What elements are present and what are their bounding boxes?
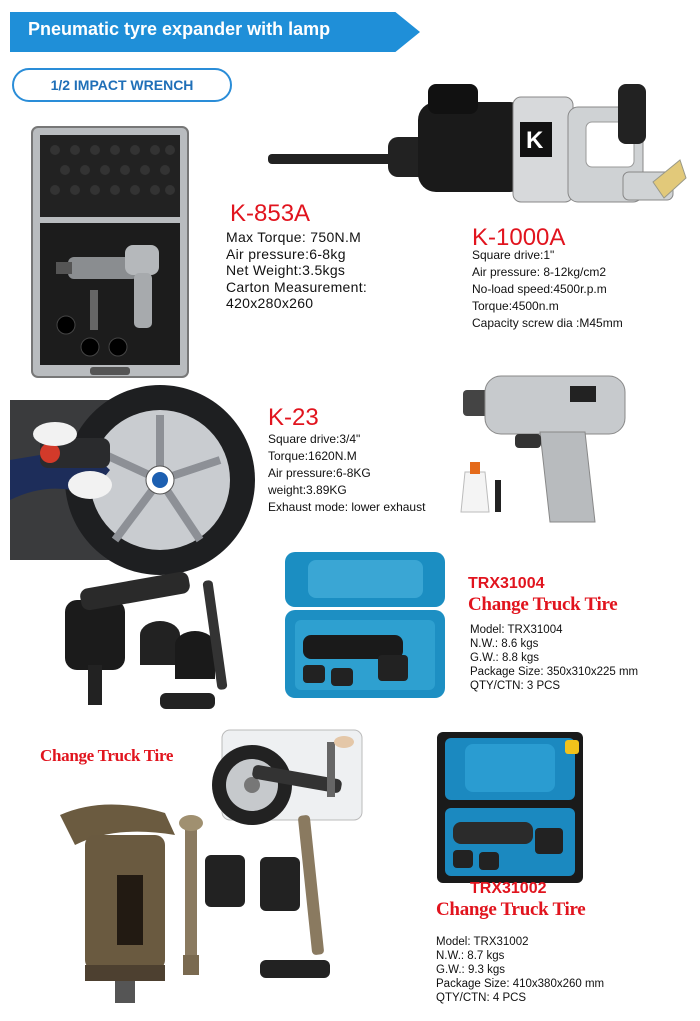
spec-line: QTY/CTN: 4 PCS	[436, 992, 527, 1004]
section-label: 1/2 IMPACT WRENCH	[12, 68, 232, 102]
trx31002-model: TRX31002	[470, 880, 547, 897]
trx31002-multiplier-image	[45, 795, 365, 1005]
spec-line: Square drive:3/4"	[268, 432, 361, 446]
trx31004-multiplier-image	[60, 575, 250, 720]
page-title: Pneumatic tyre expander with lamp	[28, 19, 331, 39]
spec-line: Model: TRX31002	[436, 936, 529, 948]
spec-line: Air pressure:6-8kg	[226, 245, 346, 262]
k853a-specs	[226, 229, 367, 312]
brand-k-icon: K	[526, 127, 544, 154]
spec-line: QTY/CTN: 3 PCS	[470, 680, 561, 692]
spec-line: Air pressure: 8-12kg/cm2	[472, 265, 607, 279]
change-truck-tire-label: Change Truck Tire	[40, 746, 174, 765]
spec-line: G.W.: 9.3 kgs	[436, 964, 506, 976]
spec-line: Torque:1620N.M	[268, 449, 357, 463]
spec-line: Package Size: 410x380x260 mm	[436, 978, 605, 990]
trx31004-specs	[470, 623, 638, 693]
trx31002-specs	[436, 935, 604, 1005]
spec-line: Carton Measurement:	[226, 278, 368, 295]
spec-line: Square drive:1"	[472, 248, 555, 262]
trx31004-subtitle: Change Truck Tire	[468, 594, 618, 615]
k1000a-wrench-image	[268, 82, 688, 222]
k1000a-model: K-1000A	[472, 224, 566, 251]
k23-model: K-23	[268, 404, 319, 431]
trx31002-case-image	[435, 730, 585, 885]
k853a-case-image	[30, 125, 190, 380]
trx31004-case-image	[283, 550, 448, 700]
k23-wrench-image	[455, 362, 635, 532]
spec-line: weight:3.89KG	[268, 483, 347, 497]
k1000a-specs	[472, 247, 623, 332]
spec-line: N.W.: 8.7 kgs	[436, 950, 505, 962]
trx31004-model: TRX31004	[468, 575, 545, 592]
k853a-model: K-853A	[230, 200, 311, 227]
spec-line: Package Size: 350x310x225 mm	[470, 666, 639, 678]
spec-line: N.W.: 8.6 kgs	[470, 638, 539, 650]
spec-line: Capacity screw dia :M45mm	[472, 316, 623, 330]
spec-line: Torque:4500n.m	[472, 299, 559, 313]
spec-line: No-load speed:4500r.p.m	[472, 282, 607, 296]
spec-line: Model: TRX31004	[470, 624, 563, 636]
spec-line: Exhaust mode: lower exhaust	[268, 500, 426, 514]
spec-line: Net Weight:3.5kgs	[226, 262, 346, 278]
spec-line: G.W.: 8.8 kgs	[470, 652, 540, 664]
spec-line: Max Torque: 750N.M	[226, 229, 362, 245]
spec-line: 420x280x260	[226, 295, 314, 311]
wheel-usage-photo	[10, 400, 210, 560]
trx31002-subtitle: Change Truck Tire	[436, 899, 586, 920]
k23-specs	[268, 431, 425, 516]
spec-line: Air pressure:6-8KG	[268, 466, 371, 480]
